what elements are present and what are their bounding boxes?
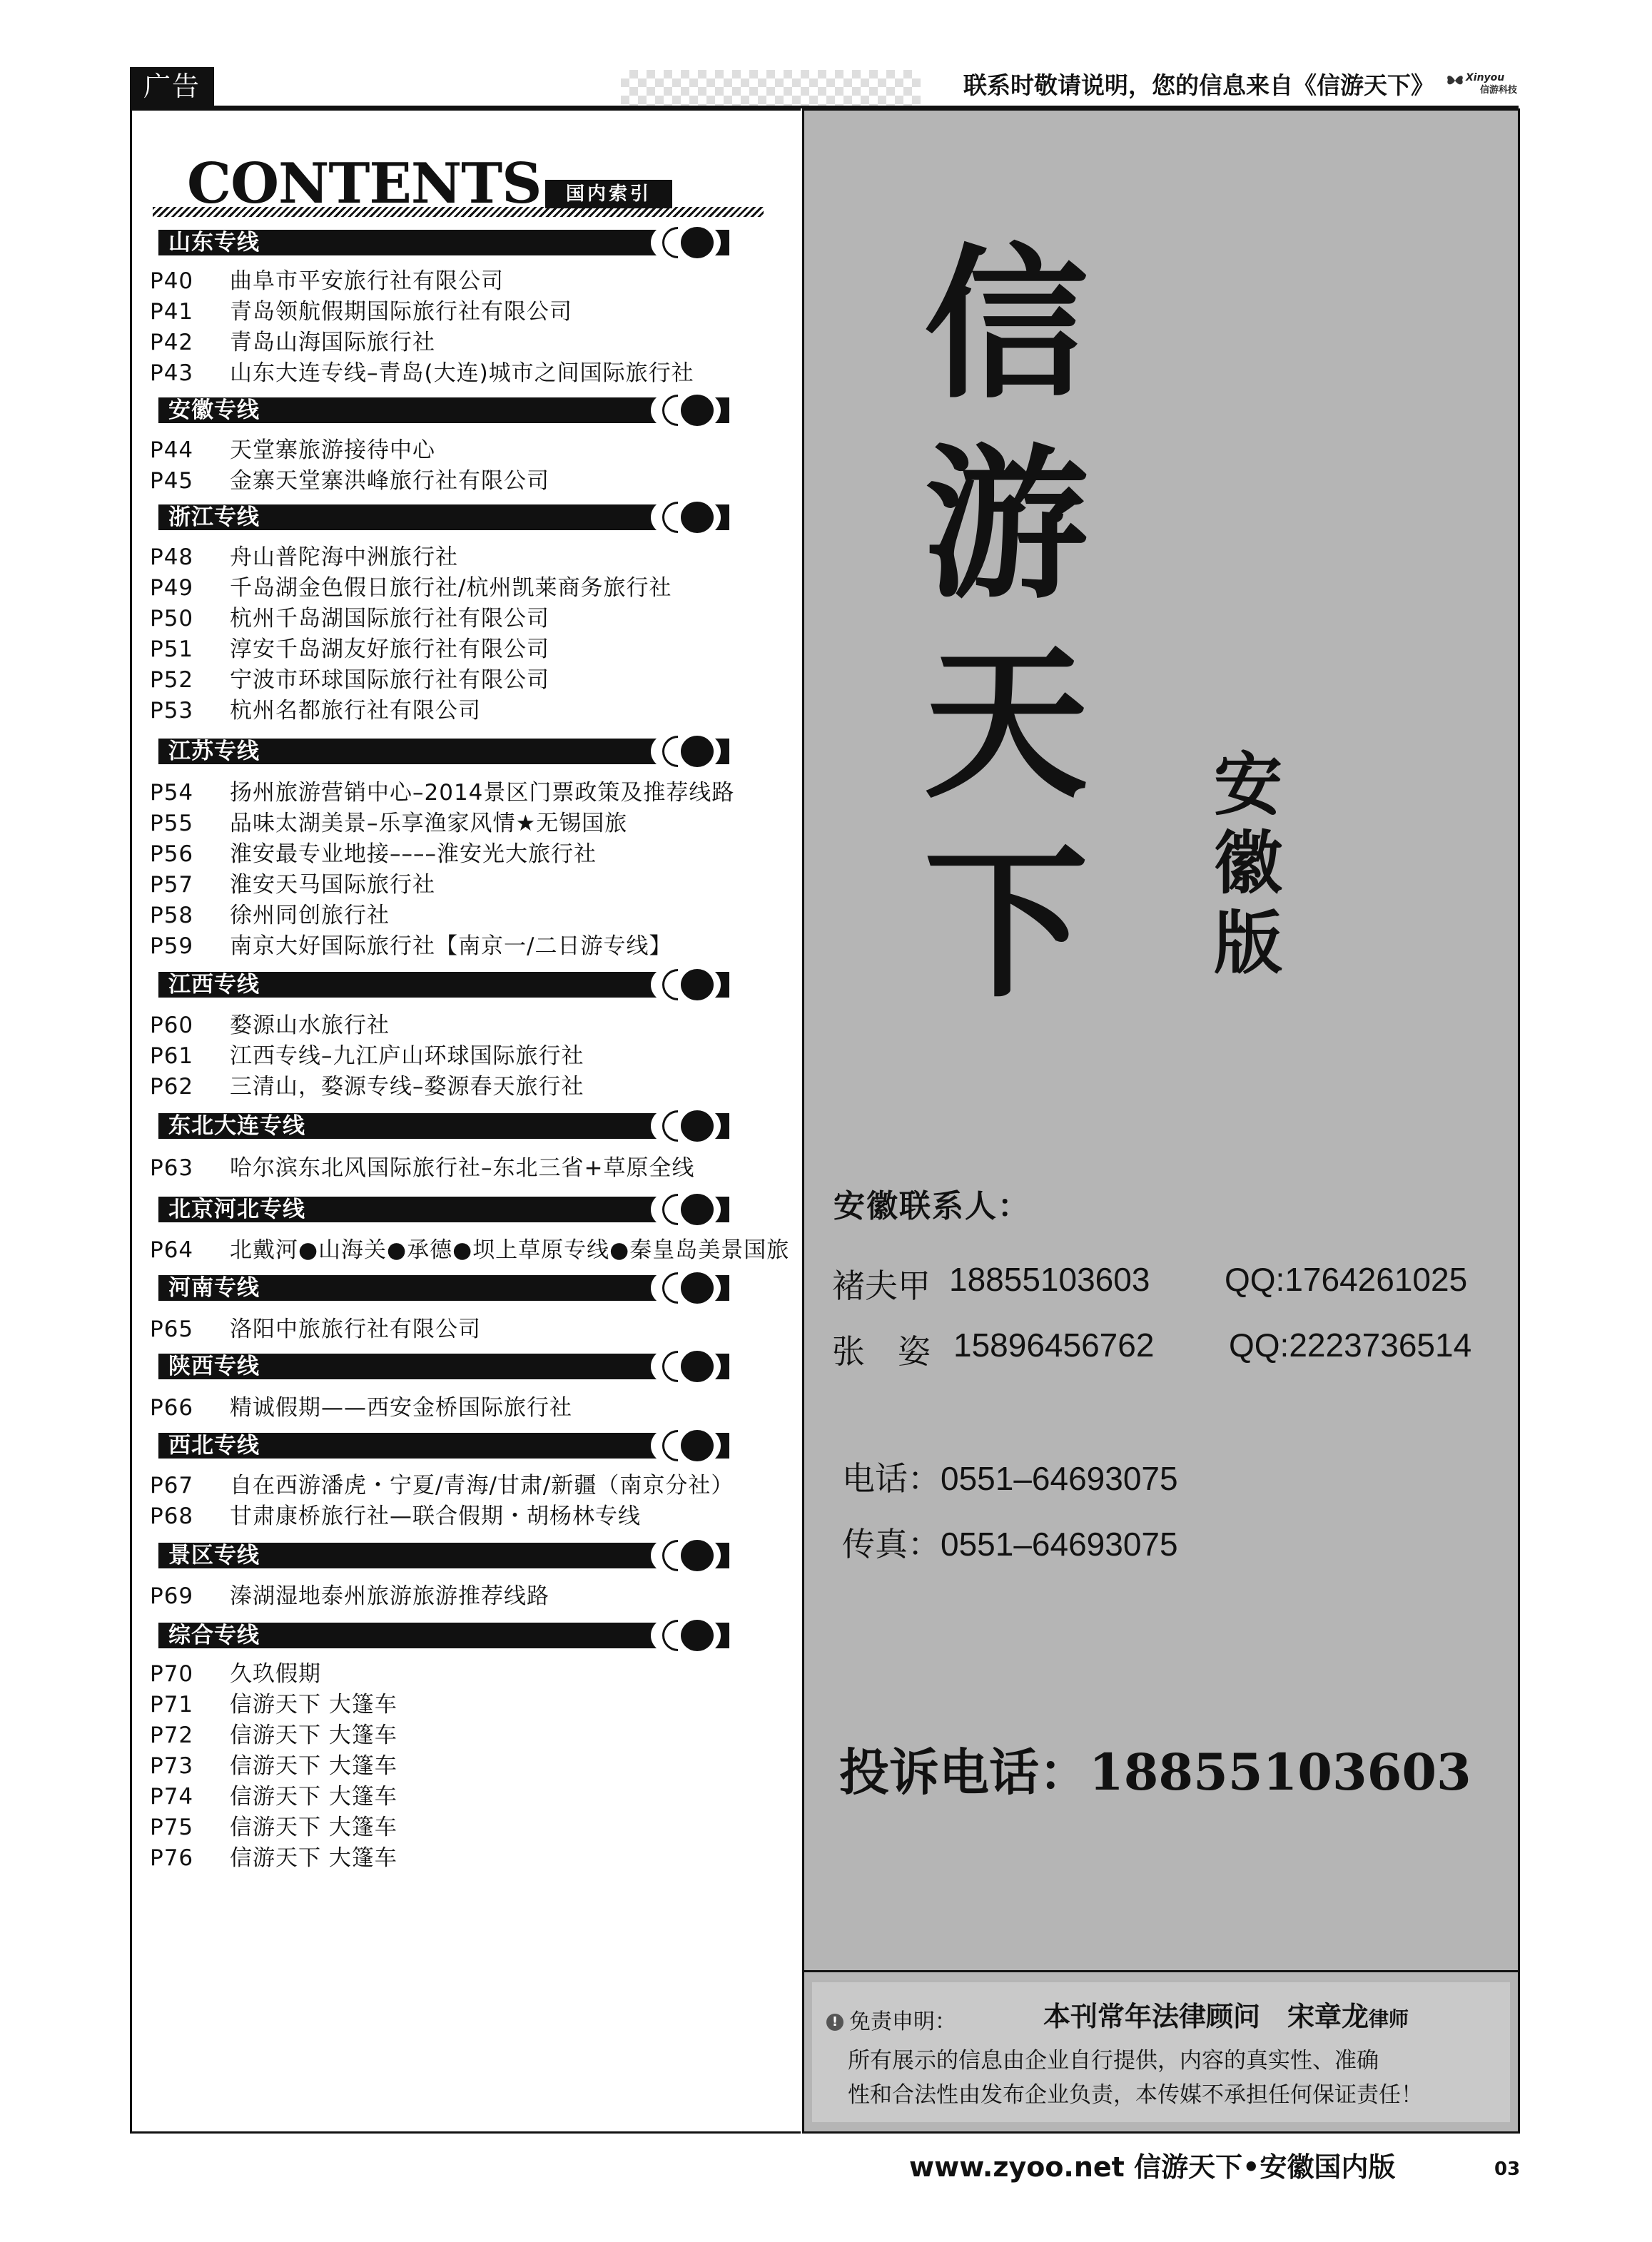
entry-name: 溱湖湿地泰州旅游旅游推荐线路 (230, 1583, 549, 1609)
index-entry (150, 1501, 641, 1531)
brand-logo (1446, 69, 1521, 103)
entry-name: 信游天下 大篷车 (230, 1753, 397, 1779)
entry-page: P51 (150, 636, 194, 662)
brand-char: 下 (923, 828, 1088, 1020)
section-title: 景区专线 (168, 1543, 260, 1568)
entry-page: P75 (150, 1815, 194, 1840)
contents-title: CONTENTS (187, 151, 542, 216)
entry-page: P70 (150, 1661, 194, 1687)
entry-name: 品味太湖美景–乐享渔家风情★无锡国旅 (230, 811, 628, 836)
fax: 传真：0551–64693075 (842, 1526, 1178, 1563)
contact-qq: QQ:1764261025 (1225, 1261, 1468, 1298)
entry-name: 信游天下 大篷车 (230, 1692, 397, 1718)
section-header (158, 396, 729, 425)
entry-name: 金寨天堂寨洪峰旅行社有限公司 (230, 468, 549, 494)
entry-page: P72 (150, 1723, 194, 1748)
entry-page: P52 (150, 667, 194, 693)
entry-name: 江西专线–九江庐山环球国际旅行社 (230, 1043, 584, 1069)
entry-name: 婺源山水旅行社 (230, 1013, 390, 1038)
entry-name: 南京大好国际旅行社【南京一/二日游专线】 (230, 933, 672, 959)
entry-name: 天堂寨旅游接待中心 (230, 437, 435, 463)
contact-qq: QQ:2223736514 (1229, 1327, 1472, 1364)
section-header (158, 737, 729, 766)
section-dot-icon (681, 1620, 714, 1651)
entry-page: P53 (150, 698, 194, 724)
entry-page: P65 (150, 1317, 194, 1342)
entry-page: P44 (150, 437, 194, 463)
index-entry (150, 573, 672, 603)
entry-page: P45 (150, 468, 194, 494)
entry-name: 曲阜市平安旅行社有限公司 (230, 268, 504, 294)
edition-char: 安 (1214, 744, 1282, 825)
entry-page: P66 (150, 1395, 194, 1421)
entry-page: P59 (150, 933, 194, 959)
entry-name: 信游天下 大篷车 (230, 1784, 397, 1810)
section-header (158, 1112, 729, 1140)
section-title: 河南专线 (168, 1275, 260, 1301)
entry-name: 杭州名都旅行社有限公司 (230, 698, 481, 724)
entry-page: P55 (150, 811, 194, 836)
section-header (158, 1195, 729, 1224)
entry-page: P69 (150, 1583, 194, 1609)
entry-name: 杭州千岛湖国际旅行社有限公司 (230, 606, 549, 631)
index-entry (150, 1072, 584, 1102)
index-entry (150, 1010, 390, 1040)
section-header (158, 1541, 729, 1570)
butterfly-icon (1446, 71, 1464, 90)
contact-phone: 15896456762 (953, 1327, 1155, 1364)
entry-page: P50 (150, 606, 194, 631)
entry-page: P68 (150, 1503, 194, 1529)
index-entry (150, 870, 435, 900)
entry-name: 甘肃康桥旅行社—联合假期・胡杨林专线 (230, 1503, 641, 1529)
index-entry (150, 466, 549, 496)
section-dot-icon (681, 736, 714, 767)
index-entry (150, 1581, 549, 1611)
legal-counsel (1043, 1997, 1409, 2039)
entry-page: P57 (150, 872, 194, 898)
disclaimer-label: 免责申明： (849, 2009, 956, 2034)
counsel-text: 本刊常年法律顾问 宋章龙 (1043, 2001, 1369, 2032)
index-entry (150, 839, 597, 869)
section-dot-icon (681, 502, 714, 533)
section-dot-icon (681, 1110, 714, 1142)
edition-char: 版 (1214, 903, 1282, 983)
section-title: 陕西专线 (168, 1354, 260, 1379)
brand-panel (802, 108, 1520, 1972)
ad-tag: 广告 (130, 67, 214, 106)
entry-name: 淮安最专业地接––––淮安光大旅行社 (230, 841, 597, 867)
entry-name: 信游天下 大篷车 (230, 1815, 397, 1840)
disclaimer-text: 所有展示的信息由企业自行提供，内容的真实性、准确 (848, 2048, 1379, 2074)
entry-name: 千岛湖金色假日旅行社/杭州凯莱商务旅行社 (230, 575, 672, 601)
section-dot-icon (681, 1272, 714, 1304)
entry-page: P48 (150, 544, 194, 570)
header-notice: 联系时敬请说明，您的信息来自《信游天下》 (963, 71, 1434, 99)
section-title: 综合专线 (168, 1623, 260, 1648)
entry-page: P43 (150, 360, 194, 386)
section-header (158, 228, 729, 257)
entry-name: 舟山普陀海中洲旅行社 (230, 544, 458, 570)
index-entry (150, 808, 627, 838)
section-title: 江西专线 (168, 972, 260, 998)
contact-name: 张 姿 (832, 1333, 931, 1370)
entry-name: 淮安天马国际旅行社 (230, 872, 435, 898)
section-header (158, 1352, 729, 1381)
disclaimer-text: 性和合法性由发布企业负责，本传媒不承担任何保证责任！ (848, 2082, 1423, 2108)
section-header (158, 970, 729, 999)
info-icon: ! (826, 2014, 843, 2031)
entry-name: 信游天下 大篷车 (230, 1845, 397, 1871)
entry-page: P73 (150, 1753, 194, 1779)
section-title: 浙江专线 (168, 504, 260, 530)
index-entry (150, 604, 549, 634)
contact-phone: 18855103603 (949, 1261, 1150, 1298)
entry-page: P58 (150, 903, 194, 928)
brand-char: 天 (923, 628, 1088, 821)
index-entry (150, 901, 390, 930)
index-entry (150, 665, 549, 695)
index-entry (150, 1812, 397, 1842)
index-entry (150, 1720, 397, 1750)
contact-name: 褚夫甲 (832, 1267, 931, 1304)
counsel-suffix: 律师 (1369, 2007, 1409, 2031)
section-dot-icon (681, 969, 714, 1000)
entry-page: P74 (150, 1784, 194, 1810)
entry-name: 精诚假期——西安金桥国际旅行社 (230, 1395, 572, 1421)
entry-page: P40 (150, 268, 194, 294)
index-entry (150, 1751, 397, 1781)
entry-name: 自在西游潘虎・宁夏/青海/甘肃/新疆（南京分社） (230, 1473, 734, 1498)
entry-page: P41 (150, 299, 194, 325)
index-entry (150, 1782, 397, 1812)
entry-page: P64 (150, 1237, 194, 1263)
domestic-index-badge: 国内索引 (545, 180, 672, 208)
section-dot-icon (681, 1194, 714, 1225)
section-header (158, 1274, 729, 1302)
entry-page: P49 (150, 575, 194, 601)
logo-text: Xinyou (1466, 72, 1505, 83)
entry-page: P76 (150, 1845, 194, 1871)
index-entry (150, 634, 549, 664)
contact-title: 安徽联系人： (833, 1188, 1030, 1224)
entry-page: P63 (150, 1155, 194, 1181)
logo-subtext: 信游科技 (1480, 85, 1518, 96)
index-entry (150, 1314, 481, 1344)
entry-page: P54 (150, 780, 194, 806)
entry-page: P42 (150, 330, 194, 355)
entry-page: P60 (150, 1013, 194, 1038)
entry-page: P71 (150, 1692, 194, 1718)
index-entry (150, 1041, 584, 1071)
section-title: 东北大连专线 (168, 1113, 305, 1139)
section-title: 西北专线 (168, 1433, 260, 1459)
section-header (158, 1431, 729, 1460)
section-dot-icon (681, 1540, 714, 1571)
index-entry (150, 931, 672, 961)
section-dot-icon (681, 1351, 714, 1382)
brand-char: 游 (923, 428, 1088, 621)
index-entry (150, 328, 435, 357)
entry-name: 三清山，婺源专线–婺源春天旅行社 (230, 1074, 584, 1100)
index-entry (150, 1471, 734, 1501)
telephone: 电话：0551–64693075 (842, 1460, 1178, 1497)
section-title: 江苏专线 (168, 739, 260, 764)
index-entry (150, 266, 504, 296)
index-entry (150, 435, 435, 465)
index-entry (150, 542, 458, 572)
index-entry (150, 1690, 397, 1720)
entry-name: 洛阳中旅旅行社有限公司 (230, 1317, 481, 1342)
section-title: 山东专线 (168, 230, 260, 255)
index-entry (150, 778, 734, 808)
index-entry (150, 358, 694, 388)
index-entry (150, 1393, 572, 1423)
entry-name: 扬州旅游营销中心–2014景区门票政策及推荐线路 (230, 780, 735, 806)
entry-name: 信游天下 大篷车 (230, 1723, 397, 1748)
section-title: 北京河北专线 (168, 1197, 305, 1222)
section-header (158, 503, 729, 532)
entry-name: 青岛山海国际旅行社 (230, 330, 435, 355)
entry-name: 青岛领航假期国际旅行社有限公司 (230, 299, 572, 325)
edition-char: 徽 (1214, 823, 1282, 903)
section-title: 安徽专线 (168, 397, 260, 423)
entry-name: 山东大连专线–青岛(大连)城市之间国际旅行社 (230, 360, 694, 386)
section-dot-icon (681, 227, 714, 258)
entry-name: 宁波市环球国际旅行社有限公司 (230, 667, 549, 693)
entry-name: 久玖假期 (230, 1661, 321, 1687)
entry-page: P56 (150, 841, 194, 867)
entry-page: P67 (150, 1473, 194, 1498)
entry-name: 哈尔滨东北风国际旅行社–东北三省+草原全线 (230, 1155, 695, 1181)
index-entry (150, 297, 572, 327)
index-entry (150, 1153, 694, 1183)
footer-site: www.zyoo.net 信游天下•安徽国内版 (909, 2151, 1396, 2183)
brand-char: 信 (923, 228, 1088, 421)
section-header (158, 1621, 729, 1650)
index-entry (150, 1843, 397, 1873)
section-dot-icon (681, 1430, 714, 1461)
index-entry (150, 696, 481, 726)
entry-name: 徐州同创旅行社 (230, 903, 390, 928)
page-number: 03 (1494, 2159, 1521, 2180)
entry-page: P61 (150, 1043, 194, 1069)
complaint-hotline: 投诉电话：18855103603 (839, 1743, 1471, 1802)
section-dot-icon (681, 395, 714, 426)
index-entry (150, 1659, 321, 1689)
entry-name: 北戴河●山海关●承德●坝上草原专线●秦皇岛美景国旅 (230, 1237, 790, 1263)
entry-name: 淳安千岛湖友好旅行社有限公司 (230, 636, 549, 662)
index-entry (150, 1235, 789, 1265)
entry-page: P62 (150, 1074, 194, 1100)
